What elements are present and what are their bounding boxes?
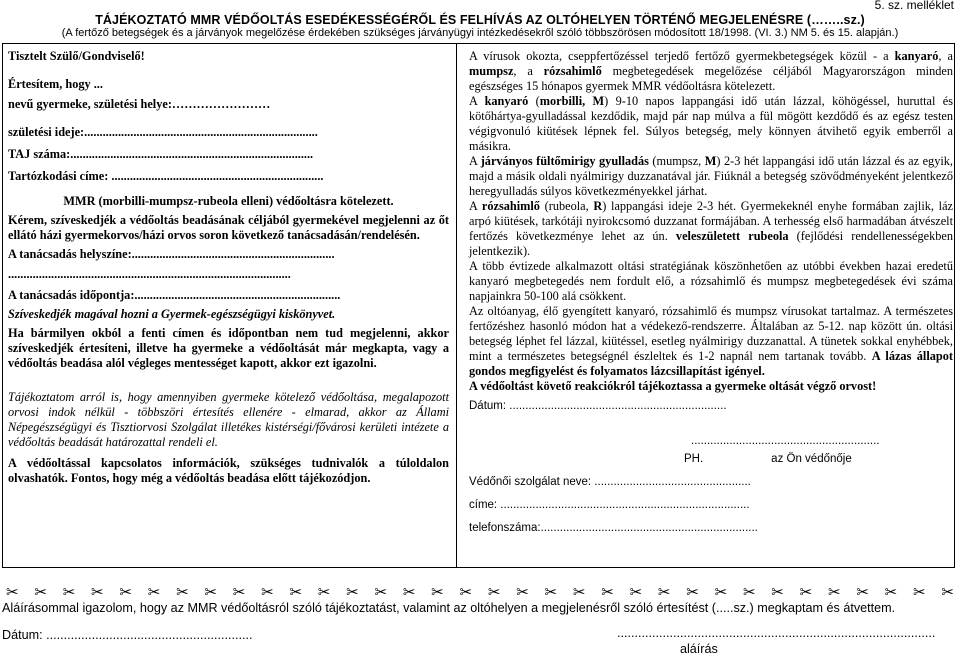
scissors-icon: ✂ — [317, 583, 331, 601]
obligation-text: MMR (morbilli-mumpsz-rubeola elleni) védőoltásra kötelezett. — [63, 194, 394, 208]
ph-label: PH. — [684, 453, 704, 465]
scissors-icon: ✂ — [204, 583, 217, 601]
place-field-cont[interactable]: ............................................................................................ — [8, 267, 291, 281]
birthplace-field[interactable]: nevű gyermeke, születési helye:…………………… — [8, 97, 271, 111]
scissors-icon: ✂ — [289, 583, 303, 601]
mumps-text: A járványos fültőmirigy gyulladás (mumpsz, M) 2-3 hét lappangási idő után lázzal és az egyik, majd a másik oldali nyálmirigy duzzanatával jár. Fiúknál a betegség szövődményeként jelentkező heregyulladás súlyos következményekkel járhat. — [469, 154, 953, 198]
column-divider — [456, 43, 457, 568]
taj-field[interactable]: TAJ száma:............................................................................... — [8, 147, 314, 161]
scissors-icon: ✂ — [516, 583, 529, 601]
report-text: A védőoltást követő reakciókról tájékoztassa a gyermeke oltását végző orvost! — [469, 379, 877, 393]
scissors-icon: ✂ — [913, 583, 926, 601]
signature-label: aláírás — [680, 642, 718, 656]
scissors-icon: ✂ — [742, 583, 756, 601]
nurse-service-field[interactable]: Védőnői szolgálat neve: ................................................. — [469, 476, 751, 488]
scissors-icon: ✂ — [147, 583, 161, 601]
scissors-icon: ✂ — [261, 583, 274, 601]
scissors-icon: ✂ — [402, 583, 416, 601]
scissors-icon: ✂ — [572, 583, 586, 601]
scissors-icon: ✂ — [459, 583, 473, 601]
scissors-icon: ✂ — [176, 583, 189, 601]
right-column — [469, 49, 953, 536]
scissors-icon: ✂ — [941, 583, 954, 601]
document-subtitle: (A fertőző betegségek és a járványok megelőzése érdekében szükséges járványügyi intézkedésekről szóló többszörösen módosított 18/1998. (VI. 3.) NM 5. és 15. alapján.) — [61, 27, 899, 39]
scissors-icon: ✂ — [62, 583, 76, 601]
scissors-icon: ✂ — [544, 583, 558, 601]
left-column — [8, 49, 449, 486]
salutation: Tisztelt Szülő/Gondviselő! — [8, 49, 145, 63]
nurse-label: az Ön védőnője — [771, 453, 852, 465]
scissors-icon: ✂ — [686, 583, 699, 601]
scissors-icon: ✂ — [827, 583, 841, 601]
bottom-date-field[interactable]: Dátum: ........................................................... — [2, 628, 253, 642]
bottom-signature-line[interactable]: ........................................................................................... — [617, 626, 936, 640]
scissors-icon: ✂ — [374, 583, 388, 601]
scissors-icon: ✂ — [91, 583, 104, 601]
place-field[interactable]: A tanácsadás helyszíne:.................................................................. — [8, 247, 335, 261]
scissors-icon: ✂ — [34, 583, 47, 601]
scissors-icon: ✂ — [6, 583, 19, 601]
vaccine-text: Az oltóanyag, élő gyengített kanyaró, rózsahimlő és mumpsz vírusokat tartalmaz. A természetes fertőzéshez hasonló módon hat a védekező-rendszerre. Általában az 5-12. nap között ún. oltási betegség léphet fel lázzal, kiütéssel, esetleg nyálmirigy duzzanattal. A tünetek sokkal enyhébbek, mint a természetes betegségnél észleltek és 1-2 napnál nem tartanak tovább. A lázas állapot gondos megfigyelést és folyamatos lázcsillapítást igényel. — [469, 304, 953, 378]
document-title: TÁJÉKOZTATÓ MMR VÉDŐOLTÁS ESEDÉKESSÉGÉRŐL ÉS FELHÍVÁS AZ OLTÓHELYEN TÖRTÉNŐ MEGJELENÉSRE (……..sz.) — [95, 13, 865, 27]
phone-field[interactable]: telefonszáma:.................................................................... — [469, 522, 758, 534]
signature-line[interactable]: ........................................................... — [691, 435, 880, 447]
scissors-icon: ✂ — [119, 583, 132, 601]
request-text: Kérem, szíveskedjék a védőoltás beadásának céljából gyermekével megjelenni az őt ellátó házi gyermekorvos/házi orvos soron következő tanácsadásán/rendelésén. — [8, 213, 449, 242]
scissors-icon: ✂ — [346, 583, 359, 601]
scissors-icon: ✂ — [431, 583, 444, 601]
scissors-icon: ✂ — [714, 583, 728, 601]
measles-text: A kanyaró (morbilli, M) 9-10 napos lappangási idő után lázzal, köhögéssel, huruttal és kötőhártya-gyulladással kezdődik, majd pár nap múlva a fül mögött kezdődő és az egész testen végigvonuló kiütések lépnek fel. Súlyos betegség, mely könnyen átvihető egyik emberről a másikra. — [469, 94, 954, 153]
time-field[interactable]: A tanácsadás időpontja:................................................................... — [8, 288, 341, 302]
scissors-icon: ✂ — [856, 583, 869, 601]
date-field[interactable]: Dátum: .................................................................... — [469, 400, 727, 412]
scissors-icon: ✂ — [799, 583, 813, 601]
legal-text: Tájékoztatom arról is, hogy amennyiben gyermeke kötelező védőoltása, megalapozott orvosi indok nélkül - többszöri értesítés ellenére - elmarad, akkor az Állami Népegészségügyi és Tisztiorvosi Szolgálat illetékes kistérségi/fővárosi kerületi intézete a védőoltás beadását határozattal rendeli el. — [8, 390, 449, 449]
scissors-icon: ✂ — [232, 583, 246, 601]
cut-line — [0, 583, 960, 601]
scissors-icon: ✂ — [601, 583, 614, 601]
confirmation-text: Aláírásommal igazolom, hogy az MMR védőoltásról szóló tájékoztatást, valamint az oltóhelyen a megjelenésről szóló értesítést (.....sz.) megkaptam és átvettem. — [2, 601, 896, 615]
scissors-icon: ✂ — [884, 583, 898, 601]
intro-text: A vírusok okozta, cseppfertőzéssel terjedő fertőző gyermekbetegségek közül - a kanyaró, a mumpsz, a rózsahimlő megbetegedések megelőzése céljából Magyarországon minden egészséges 15 hónapos gyermek MMR védőoltásra kötelezett. — [469, 49, 953, 93]
birthdate-field[interactable]: születési ideje:............................................................................ — [8, 125, 318, 139]
annex-number: 5. sz. melléklet — [874, 0, 954, 12]
scissors-icon: ✂ — [771, 583, 784, 601]
rubella-text: A rózsahimlő (rubeola, R) lappangási ideje 2-3 hét. Gyermekeknél enyhe formában zajlik, láz arpó kiütések, tarkótáji nyirokcsomó duzzanat formájában. A terhesség első harmadában átvészelt fertőzés következménye lehet az ún. veleszületett rubeola (fejlődési rendellenességekben jelentkezik). — [469, 199, 953, 258]
stamp-row — [469, 452, 953, 467]
residence-field[interactable]: Tartózkodási címe: ..................................................................... — [8, 169, 324, 183]
scissors-icon: ✂ — [629, 583, 643, 601]
history-text: A több évtizede alkalmazott oltási stratégiának köszönhetően az utóbbi években hazai eredetű kanyaró megbetegedés nem fordult elő, a rózsahimlő és mumpsz megbetegedések évi száma napjainkra 50-100 alá csökkent. — [469, 259, 953, 303]
scissors-icon: ✂ — [657, 583, 671, 601]
scissors-icon: ✂ — [487, 583, 501, 601]
address-field[interactable]: címe: .............................................................................. — [469, 499, 750, 511]
inform-field[interactable]: Értesítem, hogy ... — [8, 77, 103, 91]
absence-text: Ha bármilyen okból a fenti címen és időpontban nem tud megjelenni, akkor szíveskedjék értesíteni, illetve ha gyermeke a védőoltását már megkapta, vagy a védőoltás beadása alól végleges mentességet kapott, akkor ezt igazolni. — [8, 326, 449, 370]
contact-text: A védőoltással kapcsolatos információk, szükséges tudnivalók a túloldalon olvashatók. Fontos, hogy még a védőoltás beadása előtt tájékozódjon. — [8, 456, 449, 485]
bring-booklet-text: Szíveskedjék magával hozni a Gyermek-egészségügyi kiskönyvet. — [8, 307, 336, 321]
